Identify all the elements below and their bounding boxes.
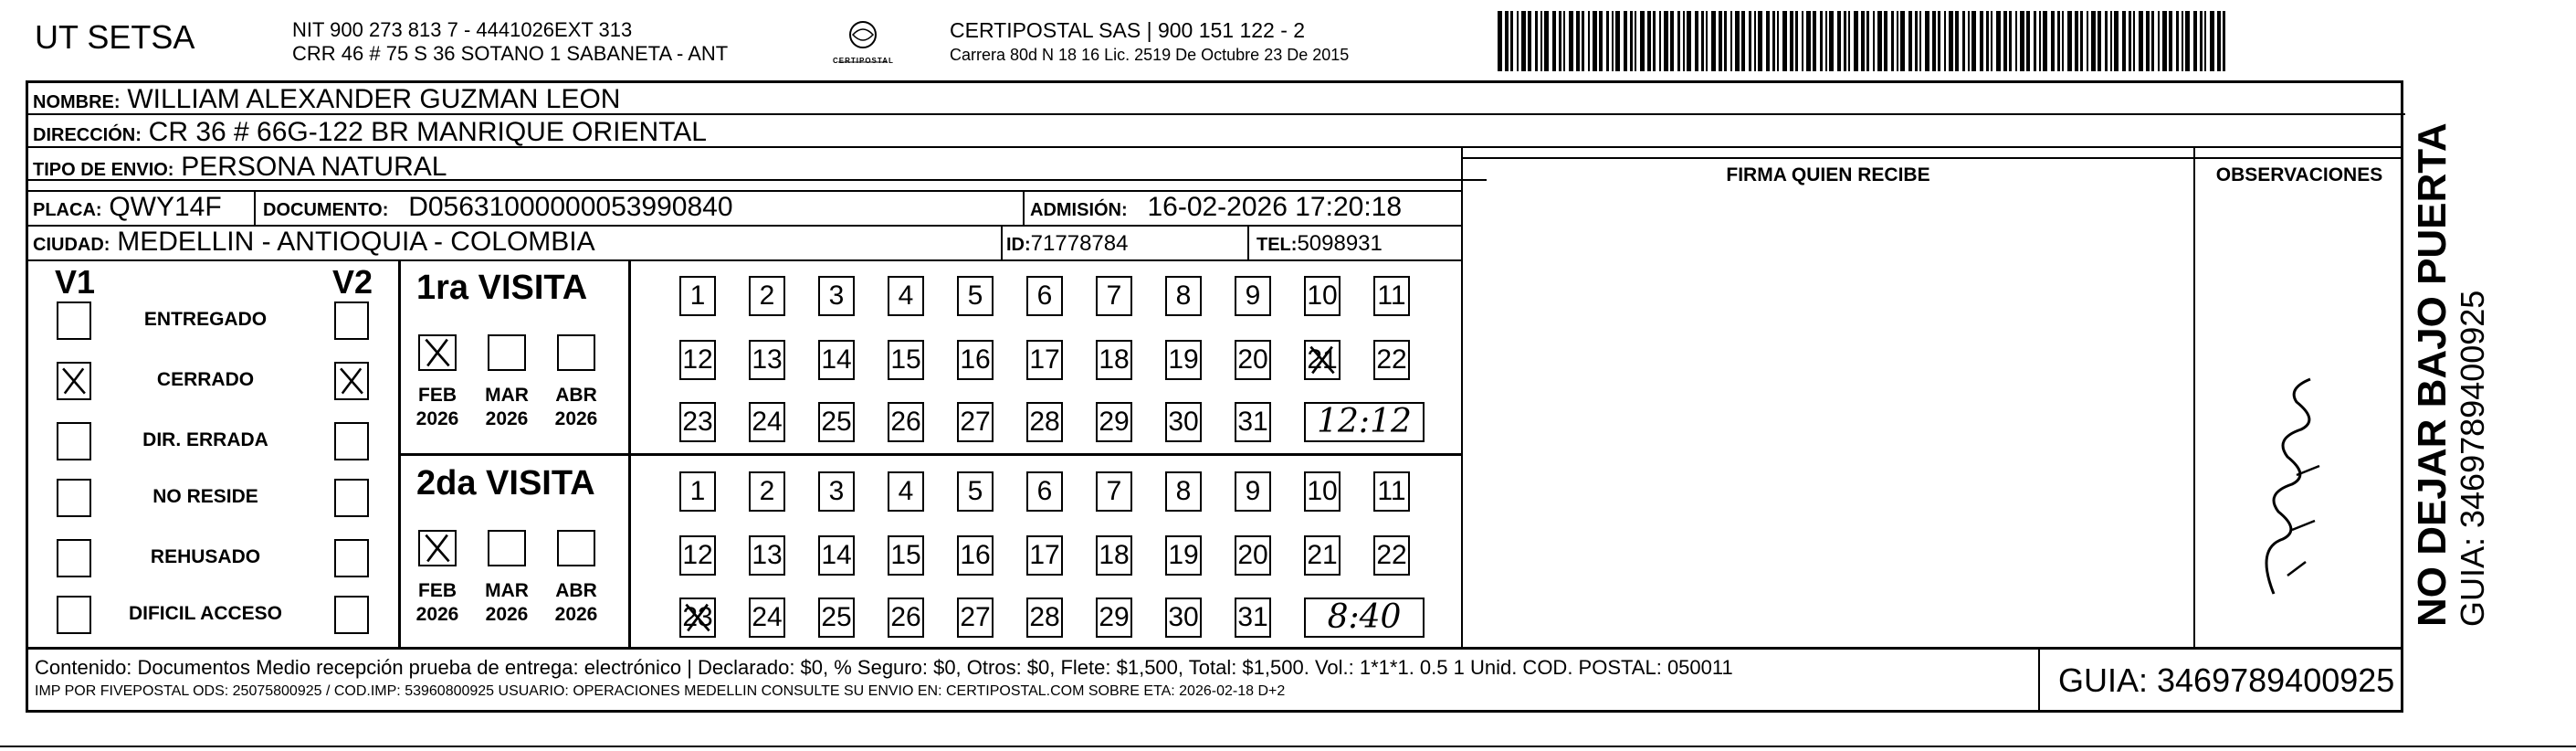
barcode-bar — [2015, 11, 2017, 71]
month-name: ABR — [555, 580, 597, 601]
status-v2-checkbox[interactable] — [334, 596, 369, 634]
barcode-bar — [2210, 11, 2214, 71]
barcode-bar — [1825, 11, 1827, 71]
check-x-icon — [681, 599, 714, 636]
day-box[interactable]: 11 — [1373, 471, 1410, 512]
tel-row — [1256, 228, 1383, 259]
barcode-bar — [2057, 11, 2060, 71]
time-box: 8:40 — [1304, 598, 1425, 638]
barcode-bar — [1806, 11, 1811, 71]
barcode-bar — [1919, 11, 1921, 71]
barcode-bar — [1640, 11, 1645, 71]
footer-contenido: Contenido: Documentos Medio recepción prueba de entrega: electrónico | Declarado: $0, % Seguro: $0, Otros: $0, Flete: $1,500, Total: $1,500. Vol.: 1*1*1. 0.5 1 Unid. COD. POSTAL: 050011 — [35, 656, 1733, 679]
company-name: UT SETSA — [35, 18, 195, 56]
day-box[interactable]: 8 — [1165, 276, 1202, 316]
no-dejar-text: NO DEJAR BAJO PUERTA — [2410, 122, 2455, 627]
barcode-bar — [1711, 11, 1716, 71]
barcode-bar — [1612, 11, 1614, 71]
status-v2-checkbox[interactable] — [334, 479, 369, 517]
barcode-bar — [2034, 11, 2036, 71]
barcode-bar — [1730, 11, 1732, 71]
day-box[interactable]: 24 — [749, 598, 785, 638]
barcode-bar — [1820, 11, 1823, 71]
barcode-bar — [1915, 11, 1918, 71]
barcode-bar — [1563, 11, 1565, 71]
barcode-bar — [1624, 11, 1627, 71]
barcode-bar — [1741, 11, 1745, 71]
barcode-bar — [1772, 11, 1775, 71]
day-box[interactable]: 3 — [818, 471, 855, 512]
check-x-icon — [336, 364, 367, 398]
barcode-bar — [1884, 11, 1887, 71]
day-box[interactable]: 14 — [818, 535, 855, 576]
month-name: ABR — [555, 385, 597, 406]
day-box[interactable]: 16 — [957, 340, 994, 380]
status-v1-checkbox[interactable] — [57, 539, 91, 577]
month-checkbox[interactable] — [418, 530, 457, 566]
day-box[interactable]: 29 — [1096, 402, 1132, 442]
barcode-bar — [2176, 11, 2179, 71]
barcode-bar — [2146, 11, 2150, 71]
v2-header: V2 — [332, 263, 373, 301]
month-checkbox[interactable] — [488, 530, 526, 566]
barcode-bar — [1873, 11, 1875, 71]
day-box[interactable]: 26 — [888, 402, 924, 442]
status-v2-checkbox[interactable] — [334, 362, 369, 400]
barcode-bar — [1837, 11, 1841, 71]
barcode-bar — [1505, 11, 1509, 71]
barcode-bar — [1925, 11, 1929, 71]
visit-title: 1ra VISITA — [416, 269, 588, 307]
barcode-bar — [1802, 11, 1803, 71]
day-box[interactable]: 14 — [818, 340, 855, 380]
tipo-row — [33, 153, 447, 184]
id-label: ID: — [1006, 235, 1031, 255]
barcode-bar — [2020, 11, 2024, 71]
barcode-bar — [1635, 11, 1636, 71]
barcode-bar — [1599, 11, 1603, 71]
barcode-bar — [2067, 11, 2072, 71]
barcode-bar — [1991, 11, 1992, 71]
direccion-label: DIRECCIÓN: — [33, 125, 142, 145]
barcode-bar — [1582, 11, 1584, 71]
month-year: 2026 — [554, 604, 598, 625]
barcode-bar — [2051, 11, 2055, 71]
status-v1-checkbox[interactable] — [57, 422, 91, 460]
barcode-bar — [2217, 11, 2221, 71]
month-label — [475, 384, 539, 431]
status-label: DIR. ERRADA — [142, 429, 268, 450]
day-box[interactable]: 18 — [1096, 340, 1132, 380]
month-checkbox[interactable] — [557, 334, 595, 371]
barcode-bar — [1576, 11, 1580, 71]
barcode-bar — [1544, 11, 1549, 71]
direccion-row — [33, 119, 707, 149]
barcode-bar — [1962, 11, 1965, 71]
day-box[interactable]: 27 — [957, 402, 994, 442]
day-box[interactable]: 12 — [679, 535, 716, 576]
documento-value: D05631000000053990840 — [408, 192, 733, 222]
month-checkbox[interactable] — [488, 334, 526, 371]
barcode-bar — [2105, 11, 2108, 71]
barcode-bar — [1540, 11, 1542, 71]
day-box[interactable]: 11 — [1373, 276, 1410, 316]
barcode-bar — [1521, 11, 1526, 71]
day-box[interactable]: 6 — [1026, 471, 1063, 512]
barcode-bar — [1782, 11, 1787, 71]
barcode-bar — [1891, 11, 1894, 71]
check-x-icon — [1306, 342, 1339, 378]
barcode-bar — [2200, 11, 2203, 71]
status-label: NO RESIDE — [152, 486, 258, 507]
footer-imp: IMP POR FIVEPOSTAL ODS: 25075800925 / COD.IMP: 53960800925 USUARIO: OPERACIONES MEDELLIN CONSULTE SU ENVIO EN: CERTIPOSTAL.COM SOBRE ETA: 2026-02-18 D+2 — [35, 683, 1286, 699]
barcode-bar — [1758, 11, 1762, 71]
day-box[interactable]: 31 — [1235, 402, 1271, 442]
month-name: MAR — [485, 580, 529, 601]
certipostal-line-2: Carrera 80d N 18 16 Lic. 2519 De Octubre 23 De 2015 — [950, 46, 1350, 64]
status-label: CERRADO — [156, 369, 255, 390]
barcode-bar — [1795, 11, 1798, 71]
barcode-bar — [1701, 11, 1704, 71]
signature — [2237, 365, 2347, 603]
status-v2-checkbox[interactable] — [334, 539, 369, 577]
barcode-bar — [1949, 11, 1953, 71]
day-box[interactable]: 17 — [1026, 535, 1063, 576]
barcode-bar — [2193, 11, 2197, 71]
nombre-row — [33, 86, 620, 116]
day-box[interactable]: 7 — [1096, 276, 1132, 316]
barcode-bar — [1659, 11, 1661, 71]
month-label — [405, 384, 469, 431]
day-box[interactable]: 22 — [1373, 535, 1410, 576]
day-box[interactable]: 7 — [1096, 471, 1132, 512]
barcode-bar — [1653, 11, 1656, 71]
day-box[interactable]: 19 — [1165, 535, 1202, 576]
day-box[interactable]: 21 — [1304, 535, 1341, 576]
day-box[interactable]: 19 — [1165, 340, 1202, 380]
barcode-bar — [1724, 11, 1727, 71]
barcode-bar — [1938, 11, 1940, 71]
barcode-bar — [2158, 11, 2160, 71]
month-label — [544, 579, 608, 627]
placa-label: PLACA: — [33, 200, 102, 220]
barcode-bar — [1968, 11, 1970, 71]
barcode-bar — [2162, 11, 2167, 71]
barcode-bar — [1777, 11, 1779, 71]
check-x-icon — [58, 364, 89, 398]
status-label: ENTREGADO — [143, 309, 268, 330]
barcode-bar — [1630, 11, 1633, 71]
day-box[interactable]: 9 — [1235, 276, 1271, 316]
day-box[interactable]: 22 — [1373, 340, 1410, 380]
day-box[interactable]: 1 — [679, 276, 716, 316]
check-x-icon — [420, 336, 455, 369]
barcode-bar — [2139, 11, 2143, 71]
barcode-bar — [1829, 11, 1834, 71]
barcode-bar — [2075, 11, 2078, 71]
documento-row — [263, 194, 733, 224]
barcode-bar — [1877, 11, 1882, 71]
day-box[interactable]: 21 — [1304, 340, 1341, 380]
month-year: 2026 — [485, 408, 529, 429]
day-box[interactable]: 12 — [679, 340, 716, 380]
month-label — [405, 579, 469, 627]
barcode-bar — [2091, 11, 2096, 71]
status-v1-checkbox[interactable] — [57, 479, 91, 517]
check-x-icon — [420, 532, 455, 565]
barcode-bar — [1908, 11, 1912, 71]
barcode-bar — [2098, 11, 2101, 71]
placa-row — [33, 194, 222, 224]
side-text — [2411, 79, 2491, 627]
barcode-bar — [1559, 11, 1561, 71]
documento-label: DOCUMENTO: — [263, 200, 389, 220]
barcode-bar — [2185, 11, 2190, 71]
status-label: REHUSADO — [150, 546, 261, 567]
day-box[interactable]: 25 — [818, 598, 855, 638]
day-box[interactable]: 8 — [1165, 471, 1202, 512]
barcode-bar — [2026, 11, 2030, 71]
observaciones-header: OBSERVACIONES — [2215, 164, 2383, 185]
visit-title: 2da VISITA — [416, 464, 595, 502]
direccion-value: CR 36 # 66G-122 BR MANRIQUE ORIENTAL — [148, 117, 707, 147]
day-box[interactable]: 15 — [888, 340, 924, 380]
day-marked-overlay — [1306, 342, 1339, 378]
day-box[interactable]: 26 — [888, 598, 924, 638]
month-year: 2026 — [485, 604, 529, 625]
barcode-bar — [1528, 11, 1531, 71]
id-value: 71778784 — [1030, 231, 1129, 256]
barcode-bar — [1944, 11, 1946, 71]
month-checkbox[interactable] — [418, 334, 457, 371]
admision-row — [1030, 194, 1402, 224]
status-v1-checkbox[interactable] — [57, 362, 91, 400]
footer-guia: GUIA: 3469789400925 — [2058, 661, 2395, 699]
status-v2-checkbox[interactable] — [334, 301, 369, 340]
barcode-bar — [2110, 11, 2112, 71]
barcode-bar — [2122, 11, 2126, 71]
barcode-bar — [1955, 11, 1959, 71]
barcode-bar — [1606, 11, 1609, 71]
day-box[interactable]: 4 — [888, 471, 924, 512]
day-box[interactable]: 10 — [1304, 276, 1341, 316]
barcode-bar — [2133, 11, 2135, 71]
barcode-bar — [1683, 11, 1685, 71]
day-box[interactable]: 16 — [957, 535, 994, 576]
day-box[interactable]: 15 — [888, 535, 924, 576]
barcode-bar — [1695, 11, 1698, 71]
day-box[interactable]: 23 — [679, 598, 716, 638]
barcode-bar — [1861, 11, 1865, 71]
nombre-value: WILLIAM ALEXANDER GUZMAN LEON — [127, 84, 621, 114]
barcode-bar — [2039, 11, 2041, 71]
barcode-bar — [1749, 11, 1751, 71]
nombre-label: NOMBRE: — [33, 92, 121, 112]
day-box[interactable]: 4 — [888, 276, 924, 316]
barcode-bar — [1498, 11, 1502, 71]
barcode — [1498, 11, 2232, 71]
barcode-bar — [2043, 11, 2047, 71]
tel-value: 5098931 — [1297, 231, 1383, 256]
barcode-bar — [2062, 11, 2064, 71]
firma-header: FIRMA QUIEN RECIBE — [1726, 164, 1930, 185]
time-box: 12:12 — [1304, 402, 1425, 442]
day-box[interactable]: 5 — [957, 276, 994, 316]
barcode-bar — [1766, 11, 1770, 71]
month-name: MAR — [485, 385, 529, 406]
barcode-bar — [2114, 11, 2119, 71]
logo-text: CERTIPOSTAL — [833, 57, 894, 65]
month-year: 2026 — [415, 604, 459, 625]
barcode-bar — [1569, 11, 1573, 71]
month-label — [475, 579, 539, 627]
barcode-bar — [1677, 11, 1680, 71]
day-box[interactable]: 10 — [1304, 471, 1341, 512]
barcode-bar — [1593, 11, 1597, 71]
status-label: DIFICIL ACCESO — [128, 603, 282, 624]
handwritten-signature-icon — [2237, 365, 2347, 603]
barcode-bar — [2223, 11, 2225, 71]
day-box[interactable]: 3 — [818, 276, 855, 316]
barcode-bar — [1719, 11, 1722, 71]
barcode-bar — [2003, 11, 2007, 71]
day-box[interactable]: 28 — [1026, 402, 1063, 442]
tipo-label: TIPO DE ENVIO: — [33, 160, 174, 180]
barcode-bar — [2169, 11, 2172, 71]
ciudad-row — [33, 228, 595, 259]
barcode-bar — [1664, 11, 1668, 71]
barcode-bar — [1615, 11, 1620, 71]
barcode-bar — [1687, 11, 1691, 71]
barcode-bar — [1854, 11, 1858, 71]
tipo-value: PERSONA NATURAL — [181, 152, 447, 182]
nit-line-2: CRR 46 # 75 S 36 SOTANO 1 SABANETA - ANT — [292, 42, 729, 65]
barcode-bar — [1535, 11, 1538, 71]
barcode-bar — [1900, 11, 1905, 71]
day-box[interactable]: 13 — [749, 340, 785, 380]
barcode-bar — [1813, 11, 1816, 71]
month-year: 2026 — [554, 408, 598, 429]
tel-label: TEL: — [1256, 235, 1298, 255]
day-box[interactable]: 13 — [749, 535, 785, 576]
day-box[interactable]: 30 — [1165, 598, 1202, 638]
day-box[interactable]: 5 — [957, 471, 994, 512]
status-v1-checkbox[interactable] — [57, 301, 91, 340]
barcode-bar — [1932, 11, 1936, 71]
barcode-bar — [1552, 11, 1556, 71]
barcode-bar — [1517, 11, 1519, 71]
day-box[interactable]: 2 — [749, 471, 785, 512]
barcode-bar — [1897, 11, 1898, 71]
month-label — [544, 384, 608, 431]
month-year: 2026 — [415, 408, 459, 429]
barcode-bar — [2080, 11, 2083, 71]
day-box[interactable]: 25 — [818, 402, 855, 442]
barcode-bar — [2204, 11, 2206, 71]
barcode-bar — [1986, 11, 1989, 71]
certipostal-line-1: CERTIPOSTAL SAS | 900 151 122 - 2 — [950, 18, 1306, 42]
day-box[interactable]: 6 — [1026, 276, 1063, 316]
day-box[interactable]: 1 — [679, 471, 716, 512]
barcode-bar — [1848, 11, 1850, 71]
barcode-bar — [1647, 11, 1651, 71]
barcode-bar — [2182, 11, 2183, 71]
ciudad-value: MEDELLIN - ANTIOQUIA - COLOMBIA — [117, 227, 595, 257]
barcode-bar — [1754, 11, 1756, 71]
nit-line-1: NIT 900 273 813 7 - 4441026EXT 313 — [292, 18, 633, 41]
day-box[interactable]: 27 — [957, 598, 994, 638]
admision-label: ADMISIÓN: — [1030, 200, 1128, 220]
barcode-bar — [1588, 11, 1590, 71]
day-box[interactable]: 18 — [1096, 535, 1132, 576]
barcode-bar — [2087, 11, 2088, 71]
day-box[interactable]: 29 — [1096, 598, 1132, 638]
status-v2-checkbox[interactable] — [334, 422, 369, 460]
day-marked-overlay — [681, 599, 714, 636]
barcode-bar — [1971, 11, 1976, 71]
barcode-bar — [1980, 11, 1983, 71]
admision-value: 16-02-2026 17:20:18 — [1147, 192, 1403, 222]
barcode-bar — [1735, 11, 1740, 71]
day-box[interactable]: 30 — [1165, 402, 1202, 442]
day-box[interactable]: 9 — [1235, 471, 1271, 512]
ciudad-label: CIUDAD: — [33, 235, 110, 255]
status-v1-checkbox[interactable] — [57, 596, 91, 634]
day-box[interactable]: 31 — [1235, 598, 1271, 638]
barcode-bar — [1866, 11, 1869, 71]
day-box[interactable]: 17 — [1026, 340, 1063, 380]
barcode-bar — [2009, 11, 2012, 71]
day-box[interactable]: 24 — [749, 402, 785, 442]
month-name: FEB — [418, 385, 457, 406]
placa-value: QWY14F — [109, 192, 222, 222]
day-box[interactable]: 20 — [1235, 535, 1271, 576]
day-box[interactable]: 20 — [1235, 340, 1271, 380]
barcode-bar — [1670, 11, 1674, 71]
day-box[interactable]: 23 — [679, 402, 716, 442]
month-name: FEB — [418, 580, 457, 601]
side-guia-text: GUIA: 3469789400925 — [2454, 290, 2491, 627]
barcode-bar — [2151, 11, 2154, 71]
day-box[interactable]: 2 — [749, 276, 785, 316]
barcode-bar — [1790, 11, 1793, 71]
barcode-bar — [1510, 11, 1513, 71]
barcode-bar — [1844, 11, 1846, 71]
barcode-bar — [2129, 11, 2131, 71]
month-checkbox[interactable] — [557, 530, 595, 566]
barcode-bar — [1706, 11, 1708, 71]
barcode-bar — [1996, 11, 2001, 71]
v1-header: V1 — [55, 263, 96, 301]
day-box[interactable]: 28 — [1026, 598, 1063, 638]
id-row — [1006, 228, 1128, 259]
barcode-icon — [1498, 11, 2232, 71]
